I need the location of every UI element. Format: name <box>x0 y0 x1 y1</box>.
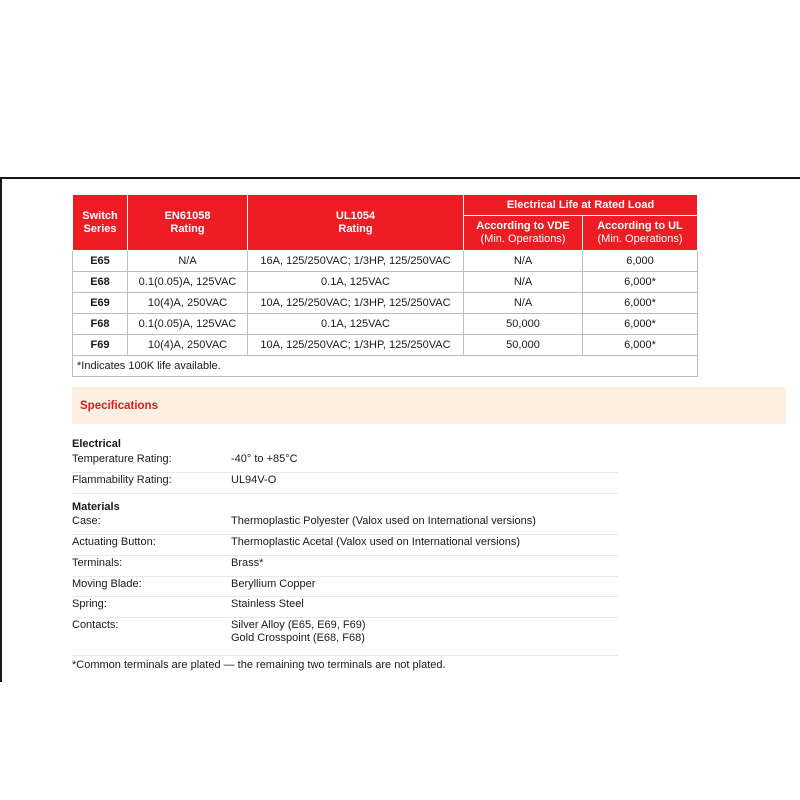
cell-vde-life: 50,000 <box>464 314 583 335</box>
spec-row-case <box>72 513 618 535</box>
spec-label: Terminals: <box>72 557 123 569</box>
table-row <box>73 272 698 293</box>
materials-heading: Materials <box>72 501 120 513</box>
spec-value <box>231 619 366 645</box>
spec-label: Contacts: <box>72 619 119 631</box>
cell-series: E65 <box>73 251 128 272</box>
cell-en-rating: 0.1(0.05)A, 125VAC <box>128 272 248 293</box>
spec-value: -40° to +85°C <box>231 453 298 465</box>
cell-ul-life: 6,000* <box>583 314 698 335</box>
cell-series: E69 <box>73 293 128 314</box>
electrical-heading: Electrical <box>72 438 121 450</box>
spec-label: Flammability Rating: <box>72 474 172 486</box>
page-top-border <box>0 177 800 179</box>
spec-value: Thermoplastic Polyester (Valox used on International versions) <box>231 515 536 527</box>
cell-ul-rating: 0.1A, 125VAC <box>248 272 464 293</box>
spec-row-temperature <box>72 451 618 473</box>
spec-row-flammability <box>72 472 618 494</box>
cell-series: F68 <box>73 314 128 335</box>
header-according-to-ul: According to UL (Min. Operations) <box>583 216 698 251</box>
cell-vde-life: N/A <box>464 272 583 293</box>
cell-ul-rating: 16A, 125/250VAC; 1/3HP, 125/250VAC <box>248 251 464 272</box>
spec-row-terminals <box>72 555 618 577</box>
cell-en-rating: 10(4)A, 250VAC <box>128 293 248 314</box>
table-header-row <box>73 195 698 216</box>
spec-label: Temperature Rating: <box>72 453 172 465</box>
cell-series: F69 <box>73 335 128 356</box>
spec-row-spring <box>72 596 618 618</box>
cell-en-rating: 10(4)A, 250VAC <box>128 335 248 356</box>
spec-label: Spring: <box>72 598 107 610</box>
table-note: *Indicates 100K life available. <box>73 356 698 377</box>
cell-en-rating: 0.1(0.05)A, 125VAC <box>128 314 248 335</box>
spec-row-contacts <box>72 617 618 656</box>
page-left-border <box>0 177 2 682</box>
cell-en-rating: N/A <box>128 251 248 272</box>
spec-label: Case: <box>72 515 101 527</box>
header-switch-series: Switch Series <box>73 195 128 251</box>
table-row <box>73 314 698 335</box>
cell-ul-rating: 10A, 125/250VAC; 1/3HP, 125/250VAC <box>248 335 464 356</box>
cell-ul-life: 6,000* <box>583 272 698 293</box>
spec-row-moving-blade <box>72 576 618 597</box>
spec-label: Moving Blade: <box>72 578 142 590</box>
cell-vde-life: N/A <box>464 293 583 314</box>
spec-value-line: Gold Crosspoint (E68, F68) <box>231 632 365 644</box>
header-according-to-vde: According to VDE (Min. Operations) <box>464 216 583 251</box>
cell-series: E68 <box>73 272 128 293</box>
cell-ul-rating: 10A, 125/250VAC; 1/3HP, 125/250VAC <box>248 293 464 314</box>
table-note-row <box>73 356 698 377</box>
spec-value: Stainless Steel <box>231 598 304 610</box>
table-row <box>73 293 698 314</box>
cell-ul-rating: 0.1A, 125VAC <box>248 314 464 335</box>
cell-ul-life: 6,000 <box>583 251 698 272</box>
cell-ul-life: 6,000* <box>583 293 698 314</box>
cell-vde-life: N/A <box>464 251 583 272</box>
spec-row-actuating-button <box>72 534 618 556</box>
specifications-banner <box>72 387 786 424</box>
terminals-footnote: *Common terminals are plated — the remaining two terminals are not plated. <box>72 659 446 671</box>
header-electrical-life: Electrical Life at Rated Load <box>464 195 698 216</box>
specifications-title: Specifications <box>80 400 158 412</box>
spec-value: UL94V-O <box>231 474 277 486</box>
spec-value-line: Silver Alloy (E65, E69, F69) <box>231 619 366 631</box>
cell-vde-life: 50,000 <box>464 335 583 356</box>
header-ul1054-rating: UL1054 Rating <box>248 195 464 251</box>
cell-ul-life: 6,000* <box>583 335 698 356</box>
spec-value: Beryllium Copper <box>231 578 316 590</box>
table-row <box>73 335 698 356</box>
spec-label: Actuating Button: <box>72 536 156 548</box>
table-row <box>73 251 698 272</box>
ratings-table <box>72 194 698 377</box>
spec-value: Thermoplastic Acetal (Valox used on International versions) <box>231 536 520 548</box>
header-en61058-rating: EN61058 Rating <box>128 195 248 251</box>
spec-value: Brass* <box>231 557 264 569</box>
